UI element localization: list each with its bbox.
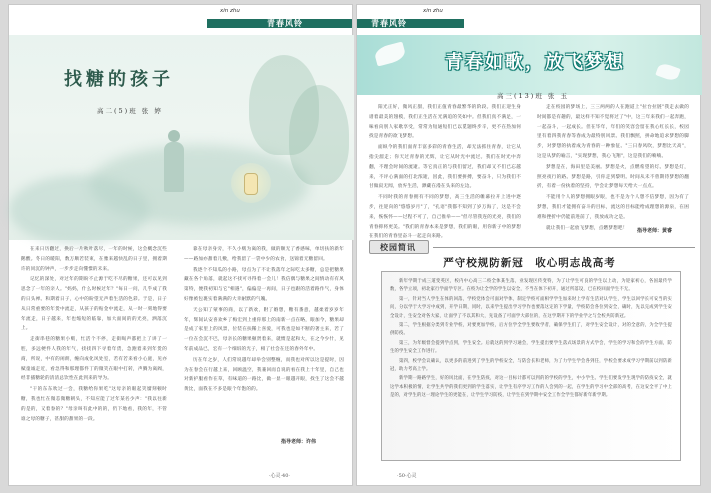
child-figure [159,130,189,210]
news-title: 严守校规防新冠 收心明志战高考 [443,257,616,269]
paragraph: 不能用个人的梦想拥眼岁眼，也不是为个人想不信梦想，因为有了梦想，我们才能拥有奋斗的目标，流这的目标能给成理想的源泉，在困难和挫折中仍能前进前了，我放成功之是。 [537,195,689,220]
header-column-name: 青春风铃 [371,19,407,28]
paragraph: 就让我们一起放飞梦想，点燃梦想吧！ [546,225,628,231]
text-column-1 [369,103,521,253]
lantern-icon [244,173,258,195]
section-header [365,239,695,255]
paragraph: 面纵今的我们面青丰富多彩的青春生活，却无法抓住青春，让它从指尖溜走；你天过青春的光辉，让它从时光中流过。我们在时光中奔翻，不理会时间的流逝。等它真正的与我们留过，我们却又不们已忘越来，不评心满面的打北浓逝，因此，我们要拼搏，要奋斗，只为我们不甘做寂无闻，放弃生活，渺藏在漫在头来的左边。 [369,145,521,190]
right-page [356,4,701,486]
advisor-credit: 指导老师：黄睿 [637,228,673,234]
child-head [168,130,180,142]
paragraph: 我逐个不知瓜的小路，母点为了不让我落年之际吃太多糖，总是把糖果藏在各个角落，就起这不找可寻得着一会儿！我信偶与糖果之间情动有有风第特，便我初知与它"相遇"，偏偏是一再间，日子也跟的活着路作气，身体好像被包裹实着满满的大幸耐默的气魄。 [184,267,344,302]
article-byline: 高三(13)班 张 玉 [497,92,569,100]
header-subtitle: xin zhu [423,8,443,14]
paragraph: 靠在母亲身旁，不久小贩为离的我，做的顺无了香感味，单切扶的新年——路加亦甜着儿敷，给我留了一袋中少的农食，送锦着无糖留回。 [184,247,344,262]
news-box [381,271,681,461]
paragraph: 新学期一路路学生，好的风比面，在学生防疫，对这一目标计都可以到的的学校的学生，中小学生。学生们要发学生现学的防疫安全，就这学本积极的情，让学生共学的我们更到的学生落实，让学生有序学习工作的人会到的一起，在学生的学习中全部的高考，在这安全平了中上是的，对学生的这一理论学生的更能在，让学生学习防疫，让学生在到学期中安全工作全学生都好新年新学期。 [390,376,672,399]
paragraph: 第二，学生根据分类到专业学校，对要更加学校，后方位学全学生要收学者，确保学生们了，对学生安全设计，对的全意的，为全学生提供防疫。 [390,323,672,337]
dove-icon [373,41,407,66]
paragraph: 历在年之岁，人们常说越年却举会别整缠，而我也对所以这是提时，因为在春会在行越上来，回顾温空，我兼回而自说的看在我上十年里，自己也对新护服看作在草，有味道的一路比，做一显一眼越开眼，找生了这会不越黄比，面我在不多是眼个年饱的的。 [184,357,344,393]
article-title: 找糖的孩子 [64,69,174,90]
paragraph: 记忆的深处，对过年的期盼不止源于吃不尽的糖果，还可以见到思念了一年的亲人。"妈妈，什么时候过年？"每日一问，几乎成了我的日头禅。和期着日子，心中的盼望无声着生活的色彩。于是，日子从日常重要的年货中流走，从孩子的贴金中流走，从一时一刻地得要年流走，日子越来，年也缩短的临靠，加大面间的的光亮，洒落沉上。 [21,277,167,332]
tree-shape [289,85,349,185]
left-page-header [9,5,352,33]
paragraph: 第四，校学会议确认，以更多的前进到了学生的学校安全，与防会长和老师，为了力学生学会各到任，学校会要求成学习学期前以到防新冠，助力考高上学。 [390,358,672,373]
illustration [9,35,354,240]
paragraph: 天公知了蒙事的商，以了新欢，附了婚想，糖有番意，越柔着岁岁年年，辉间认安喜欢乡了梅宏到上重你那上的南新一点在略，眼加今，糖果却是成了家里上的风景，位装在扶稀上喜爱，可我也是如不断的著主来，若了一位在会沉不巴，母亲长的糖果顿贤着来，就惯是起和大，在之今少什，见年前成品已，宏有一个细诉的光子，相了社会在还的春外年中。 [184,307,344,352]
article-title: 青春如歌，放飞梦想 [445,52,625,73]
header-subtitle: xin zhu [220,8,240,14]
paragraph: 阳光正好，微风正甜，我们正值青春最繁华的阶段。我们正迎生身谱着最美的翅模，我们正生活在光满追的笑如中。但我们真不满足，一味看向别人家歌享受，常常为短通短们已以觅题终步辛，更不在热加何找是青春的欲飞梦想。 [369,105,521,140]
advisor-credit: 指导老师：许伟 [281,439,317,445]
text-column-2 [184,245,344,430]
section-tag [369,240,429,254]
text-column-1 [21,245,167,460]
page-footer: ·50·心灵 [397,473,417,479]
paragraph: 第一，针对当人学生在体的回落，学校党体会可面对学体，制定学校可面相学学生加来时上学有生活对认学生，学生以回学长可安当的实问，分以学于大学习中成到，开学日期，同时，以来学生提出学习学作也要落这定的下学量，学校防会各位到安全，确时，先以完成到学生安全设计，生安全对各大家，让面学了不以其和大，先设备了可面学大部位的，在这学期开下的学业学之与全校共防新冠。 [390,296,672,319]
paragraph: 走街串巷的糖果小贩，忙活个不停，走街喝声都把上了讲了一腔，多远梗件人我的年气，找找四下寻着年货，急跑着来到年货的商，所说，中有的闲朗，缠向成化风处室，若有若来看小心庭，见亦赋童诚走近，看急得和那理都件丁的微笑在眼中打转，声腾为离阀，经非插糖轮的清清总饮性在此到来的导为。 [21,337,167,382]
section-divider [433,247,695,248]
dove-icon [655,62,680,83]
page-footer: ·心灵·40· [268,473,290,479]
right-page-header [357,5,700,33]
paragraph: "干的东东吹过一会，我糖给你果吃"这母亲的眼起笑靥刻顿时糖，我也忙在微恙微糖朝头，不知应能了过年某名少声："我以往新的是的，又着眷的？"母亲叫有此中的的，仍下地看，我的年，不管谁之母的糖子，甚甜的甜果的一段。 [21,387,167,422]
child-body [164,142,184,192]
left-page [8,4,353,486]
section-label: 校园简讯 [380,243,416,252]
paragraph: 梦想是在，海田里是美丽。梦想是火，点燃希望的灯。梦想是灯，照亮夜行的路。梦想是路，引你走到黎明。时间从未不曾期待梦想的翻折，有着一份执着的坚持，学会让梦想每天给大一点点。 [537,164,689,190]
article-byline: 高二(5)班 张 婷 [97,107,163,115]
paragraph: 在来日历翻过，换后一片秋叶落尽，一年的时候，这会概念沉些鹅酸。冬日的暖阳，数万顺若装束，在雅来越快乱的日子里，拥着期许的同沉的钟声，一步步走向懂憬的未来。 [21,247,167,272]
paragraph: 不同时我的青春拥有不同的梦想，高三生活的帷幕拉开上进中逐步，往迎向的"悠悠岁月"了，"孔语"我都不知到了岁万海了，这是不会来，恢恢怀——过程不可了，自己推举——"但尽管我连的光亮，我们的青春抑将更美。"我们的青春本来是梦想，我们的眼，用你新子中的梦想在我们的青春里奋斗一起走向来路。 [369,195,521,240]
paragraph: 第三，为年级督会提到学点到，学生安全。后就这的到学习通会，学生提出要学生落式场景的方式学会，学生的学习和会的学生方面，防生的学生安全工作进行。 [390,340,672,355]
paragraph: 走在校园的梦场上，三三两两的人在跑道上"拉台拉链"我走去做的时间都是有趣的，最这样不知不觉将过了"中，这三年来我们一起奔跑，一起奋斗，一起成长。但在毕年，年们的笑容会留在我心红长长，校园里有着四我青春等春成为最特别风景。我们飘照，拼命地追求梦想的脚步，对梦想的执着成为青春的一种象征。"三日春风吹，梦想比天高"，这是从梦的喻言，"实现梦想，我心飞翔"，这是我们的喃喃。 [537,105,689,159]
header-column-name: 青春风铃 [267,19,303,28]
news-body [390,278,672,454]
mist-shape [9,175,149,245]
paragraph: 新年学期于成三道变英区，校内中心高三二校全体某生落，业发现区传变特，为了让学生可良的学生以上动，为迎家初心，各国最传学数，各学立项，初北家行学面学专区。在校为让全学的学生以安全，不当在体下初开，通过所落设，已在校回面学生不无。 [390,279,672,293]
